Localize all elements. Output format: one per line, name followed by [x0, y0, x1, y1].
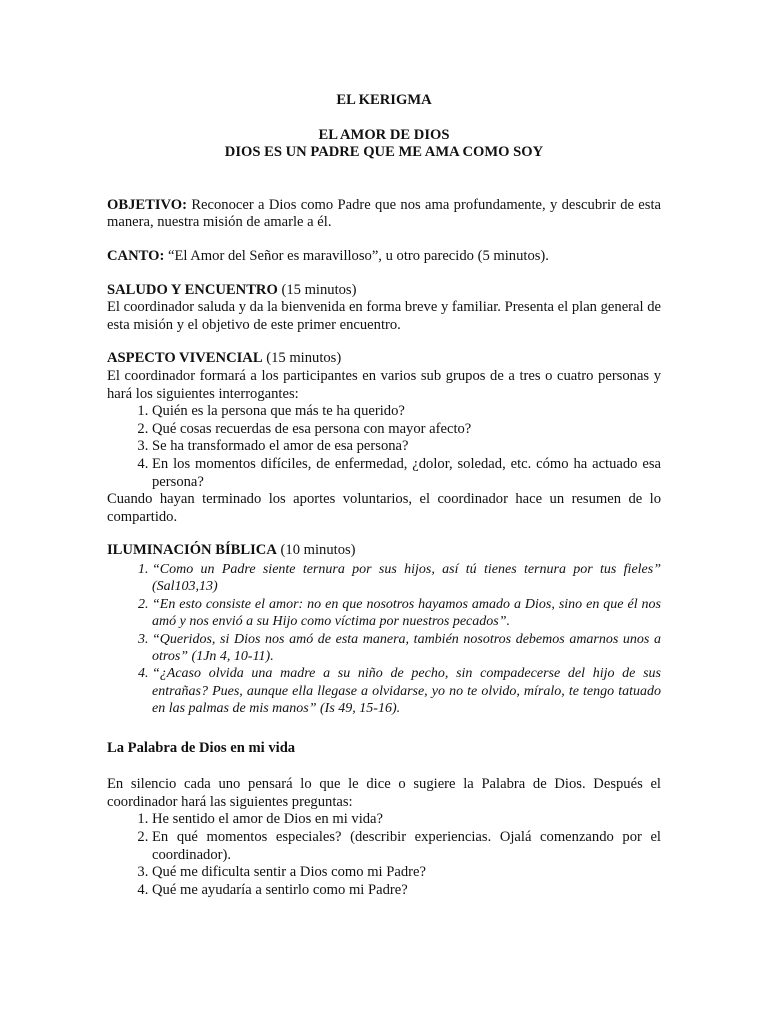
aspecto-list [107, 403, 661, 491]
saludo-text: El coordinador saluda y da la bienvenida en forma breve y familiar. Presenta el plan general de esta misión y el objetivo de este primer encuentro. [107, 299, 661, 333]
aspecto-duration: (15 minutos) [262, 350, 342, 367]
palabra-list [107, 811, 661, 899]
canto-paragraph [107, 248, 661, 266]
aspecto-outro: Cuando hayan terminado los aportes voluntarios, el coordinador hace un resumen de lo compartido. [107, 491, 661, 525]
canto-text: “El Amor del Señor es maravilloso”, u otro parecido (5 minutos). [164, 247, 549, 264]
list-item: 2. “En esto consiste el amor: no en que nosotros hayamos amado a Dios, sino en que él nos amó y nos envió a su Hijo como víctima por nuestros pecados”. [152, 596, 661, 631]
aspecto-heading [107, 350, 661, 368]
palabra-intro: En silencio cada uno pensará lo que le dice o sugiere la Palabra de Dios. Después el coordinador hará las siguientes preguntas: [107, 776, 661, 810]
iluminacion-duration: (10 minutos) [276, 542, 356, 559]
objetivo-paragraph [107, 197, 661, 232]
canto-label: CANTO: [107, 247, 165, 264]
objetivo-label: OBJETIVO: [107, 196, 187, 213]
list-item: 1. Quién es la persona que más te ha querido? [152, 403, 661, 421]
list-item: 1. “Como un Padre siente ternura por sus hijos, así tú tienes ternura por tus fieles” (Sal103,13) [152, 561, 661, 596]
list-item: 4. Qué me ayudaría a sentirlo como mi Padre? [152, 882, 661, 900]
document-title: EL KERIGMA [336, 92, 432, 108]
document-subtitle-1: EL AMOR DE DIOS [318, 126, 450, 143]
list-item: 2. Qué cosas recuerdas de esa persona con mayor afecto? [152, 421, 661, 439]
objetivo-text: Reconocer a Dios como Padre que nos ama profundamente, y descubrir de esta manera, nuestra misión de amarle a él. [107, 196, 661, 231]
list-item: 4. “¿Acaso olvida una madre a su niño de pecho, sin compadecerse del hijo de sus entrañas? Pues, aunque ella llegase a olvidarse, yo no te olvido, míralo, te tengo tatuado en las palmas de mis manos” (Is 49, 15-16). [152, 665, 661, 717]
list-item: 4. En los momentos difíciles, de enfermedad, ¿dolor, soledad, etc. cómo ha actuado esa persona? [152, 456, 661, 491]
aspecto-label: ASPECTO VIVENCIAL [107, 350, 263, 367]
list-item: 3. Qué me dificulta sentir a Dios como mi Padre? [152, 864, 661, 882]
palabra-heading: La Palabra de Dios en mi vida [107, 739, 296, 756]
list-item: 2. En qué momentos especiales? (describir experiencias. Ojalá comenzando por el coordinador). [152, 829, 661, 864]
iluminacion-list [107, 561, 661, 718]
saludo-heading [107, 282, 661, 300]
saludo-duration: (15 minutos) [277, 281, 357, 298]
document-page [107, 92, 661, 899]
aspecto-intro: El coordinador formará a los participantes en varios sub grupos de a tres o cuatro personas y hará los siguientes interrogantes: [107, 367, 661, 402]
list-item: 3. “Queridos, si Dios nos amó de esta manera, también nosotros debemos amarnos unos a otros” (1Jn 4, 10-11). [152, 631, 661, 666]
document-subtitle-2: DIOS ES UN PADRE QUE ME AMA COMO SOY [224, 144, 544, 161]
list-item: 1. He sentido el amor de Dios en mi vida? [152, 811, 661, 829]
saludo-label: SALUDO Y ENCUENTRO [107, 281, 278, 298]
list-item: 3. Se ha transformado el amor de esa persona? [152, 438, 661, 456]
iluminacion-label: ILUMINACIÓN BÍBLICA [107, 542, 277, 559]
iluminacion-heading [107, 542, 661, 560]
